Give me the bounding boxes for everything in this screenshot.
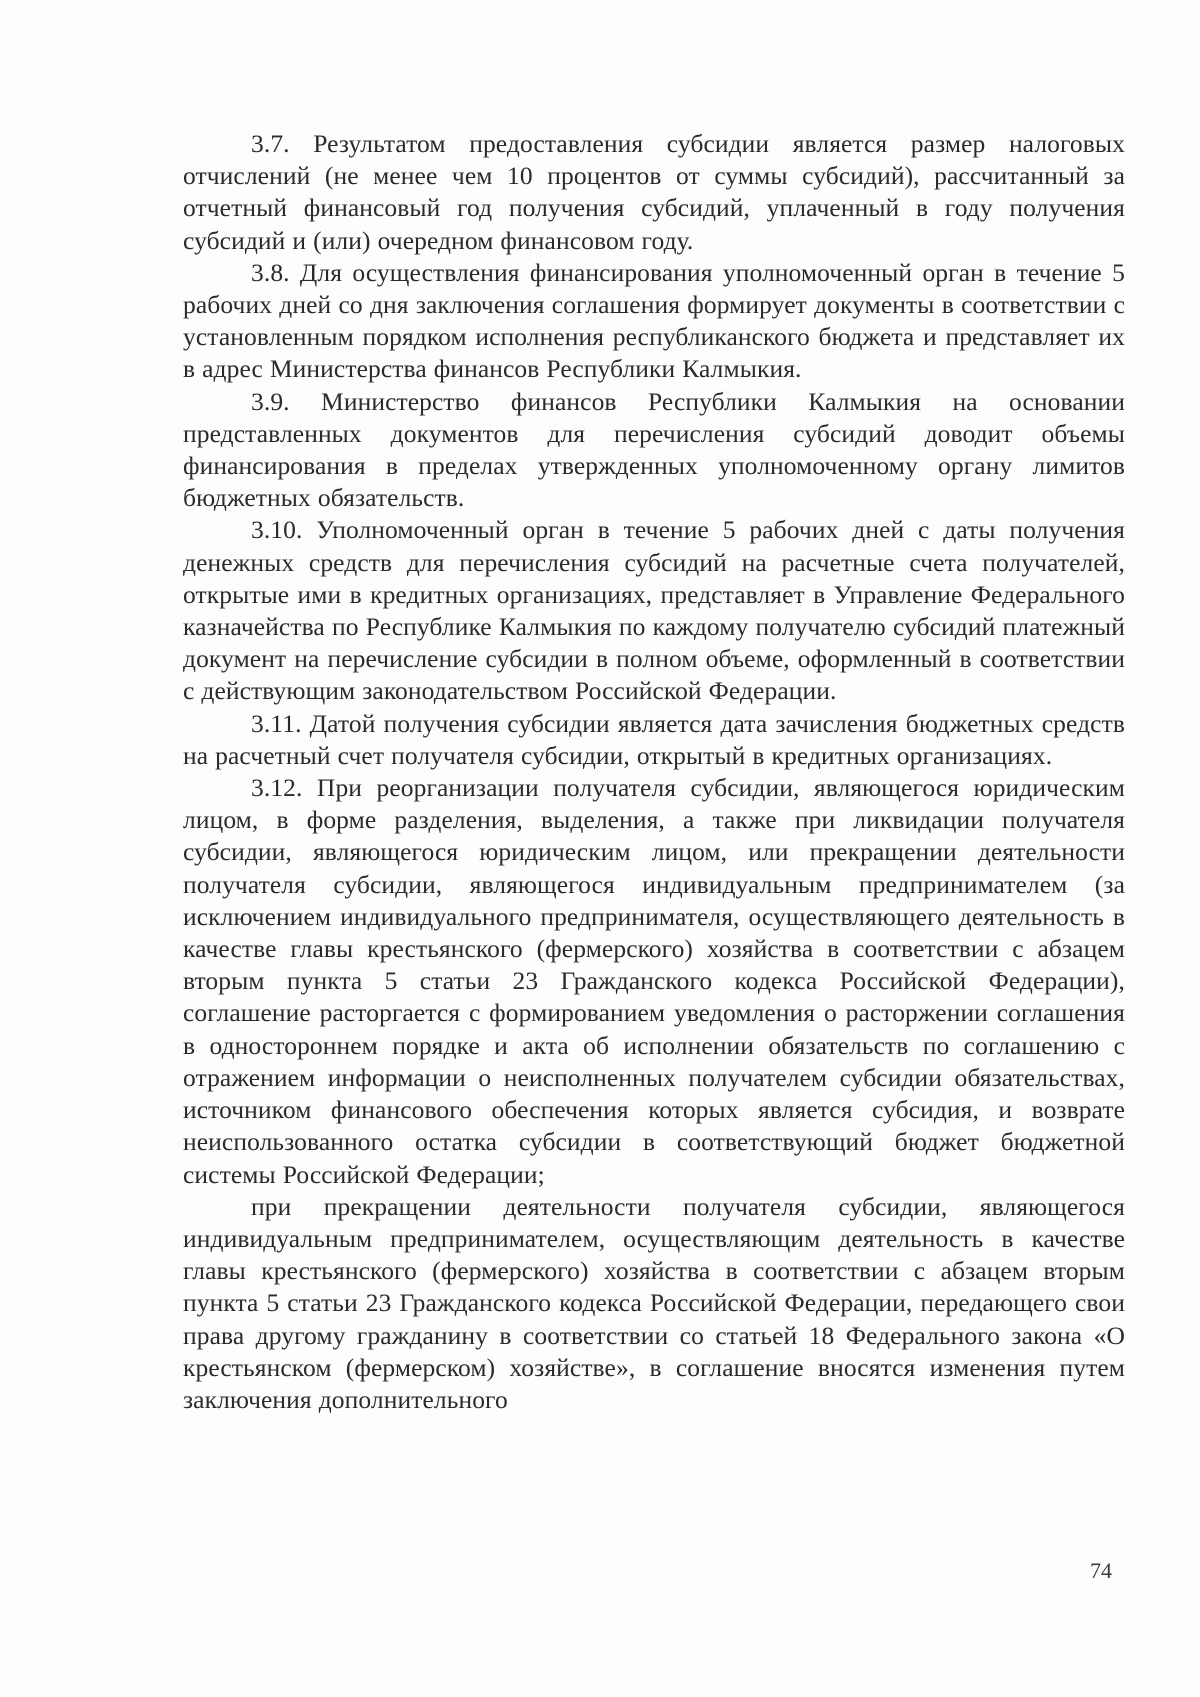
- paragraph-3-10: 3.10. Уполномоченный орган в течение 5 рабочих дней с даты получения денежных средств для перечисления субсидий на расчетные счета получателей, открытые ими в кредитных организациях, представляет в Управление Федерального казначейства по Республике Калмыкия по каждому получателю субсидий платежный документ на перечисление субсидии в полном объеме, оформленный в соответствии с действующим законодательством Российской Федерации.: [183, 515, 1125, 706]
- page-number: 74: [1090, 1558, 1112, 1583]
- paragraph-3-12-continuation: при прекращении деятельности получателя субсидии, являющегося индивидуальным предпринимателем, осуществляющим деятельность в качестве главы крестьянского (фермерского) хозяйства в соответствии с абзацем вторым пункта 5 статьи 23 Гражданского кодекса Российской Федерации, передающего свои права другому гражданину в соответствии со статьей 18 Федерального закона «О крестьянском (фермерском) хозяйстве», в соглашение вносятся изменения путем заключения дополнительного: [183, 1191, 1125, 1414]
- document-body: [183, 128, 1125, 1416]
- paragraph-3-7: 3.7. Результатом предоставления субсидии является размер налоговых отчислений (не менее чем 10 процентов от суммы субсидий), рассчитанный за отчетный финансовый год получения субсидий, уплаченный в году получения субсидий и (или) очередном финансовом году.: [183, 129, 1125, 255]
- paragraph-3-11: 3.11. Датой получения субсидии является дата зачисления бюджетных средств на расчетный счет получателя субсидии, открытый в кредитных организациях.: [183, 708, 1125, 770]
- paragraph-3-8: 3.8. Для осуществления финансирования уполномоченный орган в течение 5 рабочих дней со дня заключения соглашения формирует документы в соответствии с установленным порядком исполнения республиканского бюджета и представляет их в адрес Министерства финансов Республики Калмыкия.: [183, 257, 1125, 384]
- paragraph-3-12: 3.12. При реорганизации получателя субсидии, являющегося юридическим лицом, в форме разделения, выделения, а также при ликвидации получателя субсидии, являющегося юридическим лицом, или прекращении деятельности получателя субсидии, являющегося индивидуальным предпринимателем (за исключением индивидуального предпринимателя, осуществляющего деятельность в качестве главы крестьянского (фермерского) хозяйства в соответствии с абзацем вторым пункта 5 статьи 23 Гражданского кодекса Российской Федерации), соглашение расторгается с формированием уведомления о расторжении соглашения в одностороннем порядке и акта об исполнении обязательств по соглашению с отражением информации о неисполненных получателем субсидии обязательствах, источником финансового обеспечения которых является субсидия, и возврате неиспользованного остатка субсидии в соответствующий бюджет бюджетной системы Российской Федерации;: [183, 773, 1125, 1189]
- paragraph-3-9: 3.9. Министерство финансов Республики Калмыкия на основании представленных документов для перечисления субсидий доводит объемы финансирования в пределах утвержденных уполномоченному органу лимитов бюджетных обязательств.: [183, 386, 1125, 513]
